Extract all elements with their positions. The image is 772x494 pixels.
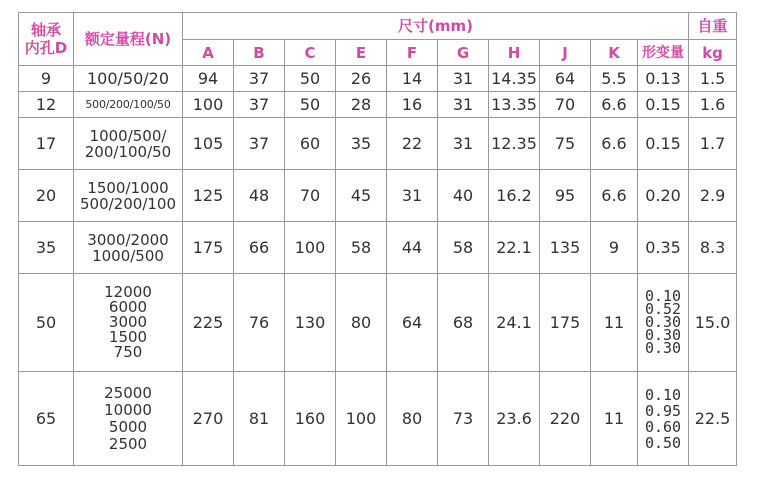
weight-cell: 1.7 <box>689 118 737 170</box>
dim-h-cell: 22.1 <box>489 222 540 274</box>
range-line: 200/100/50 <box>84 142 172 161</box>
range-line: 6000 <box>108 298 148 316</box>
range-cell <box>74 170 183 222</box>
dim-c-cell: 130 <box>285 274 336 372</box>
header-col-g: G <box>438 40 489 66</box>
weight-cell: 1.5 <box>689 66 737 92</box>
dim-g-cell: 31 <box>438 118 489 170</box>
dim-f-cell: 16 <box>387 92 438 118</box>
dim-g-cell: 31 <box>438 66 489 92</box>
header-bore-line2: 内孔D <box>24 39 68 57</box>
shape-cell: 0.15 <box>638 118 689 170</box>
dim-e-cell: 26 <box>336 66 387 92</box>
dim-e-cell: 100 <box>336 372 387 466</box>
header-col-c: C <box>285 40 336 66</box>
range-line: 1000/500/ <box>89 126 167 145</box>
range-line: 3000 <box>108 313 148 331</box>
dim-a-cell: 175 <box>183 222 234 274</box>
dim-f-cell: 44 <box>387 222 438 274</box>
dim-b-cell: 37 <box>234 66 285 92</box>
weight-cell: 15.0 <box>689 274 737 372</box>
dim-a-cell: 100 <box>183 92 234 118</box>
dim-f-cell: 22 <box>387 118 438 170</box>
shape-line: 0.10 <box>644 385 682 404</box>
dim-c-cell: 70 <box>285 170 336 222</box>
shape-cell <box>638 274 689 372</box>
dim-e-cell: 35 <box>336 118 387 170</box>
header-size-group: 尺寸(mm) <box>183 13 689 40</box>
dim-e-cell: 58 <box>336 222 387 274</box>
range-cell: 100/50/20 <box>74 66 183 92</box>
dim-h-cell: 16.2 <box>489 170 540 222</box>
header-weight-group: 自重 <box>689 13 737 40</box>
weight-cell: 2.9 <box>689 170 737 222</box>
shape-cell: 0.20 <box>638 170 689 222</box>
dim-c-cell: 100 <box>285 222 336 274</box>
dim-k-cell: 6.6 <box>591 118 638 170</box>
header-range: 额定量程(N) <box>74 13 183 66</box>
range-cell: 500/200/100/50 <box>74 92 183 118</box>
dim-a-cell: 125 <box>183 170 234 222</box>
shape-line: 0.50 <box>644 433 682 452</box>
bore-cell: 12 <box>19 92 74 118</box>
range-line: 10000 <box>104 400 152 419</box>
dim-j-cell: 75 <box>540 118 591 170</box>
bore-cell: 20 <box>19 170 74 222</box>
weight-cell: 8.3 <box>689 222 737 274</box>
dim-k-cell: 11 <box>591 372 638 466</box>
header-col-e: E <box>336 40 387 66</box>
dim-h-cell: 12.35 <box>489 118 540 170</box>
bore-cell: 35 <box>19 222 74 274</box>
dim-k-cell: 9 <box>591 222 638 274</box>
header-col-h: H <box>489 40 540 66</box>
bore-cell: 50 <box>19 274 74 372</box>
dim-h-cell: 24.1 <box>489 274 540 372</box>
dim-k-cell: 11 <box>591 274 638 372</box>
dim-a-cell: 225 <box>183 274 234 372</box>
table-row <box>19 274 737 372</box>
table-row <box>19 118 737 170</box>
dim-k-cell: 6.6 <box>591 170 638 222</box>
dim-b-cell: 81 <box>234 372 285 466</box>
dim-j-cell: 175 <box>540 274 591 372</box>
shape-cell: 0.13 <box>638 66 689 92</box>
table-row <box>19 222 737 274</box>
shape-line: 0.30 <box>644 339 682 357</box>
header-col-b: B <box>234 40 285 66</box>
dim-g-cell: 73 <box>438 372 489 466</box>
spec-table <box>18 12 737 466</box>
table-row <box>19 92 737 118</box>
range-line: 12000 <box>104 283 152 301</box>
range-line: 500/200/100 <box>80 194 176 213</box>
table-row <box>19 170 737 222</box>
dim-b-cell: 37 <box>234 118 285 170</box>
header-shape: 形变量 <box>638 40 689 66</box>
shape-line: 0.30 <box>644 313 682 331</box>
shape-line: 0.52 <box>644 300 682 318</box>
dim-g-cell: 40 <box>438 170 489 222</box>
range-line: 2500 <box>108 434 148 453</box>
weight-cell: 22.5 <box>689 372 737 466</box>
table-row <box>19 66 737 92</box>
dim-k-cell: 5.5 <box>591 66 638 92</box>
range-line: 1000/500 <box>92 246 164 265</box>
range-line: 1500/1000 <box>87 178 169 197</box>
shape-line: 0.95 <box>644 401 682 420</box>
dim-e-cell: 80 <box>336 274 387 372</box>
dim-j-cell: 95 <box>540 170 591 222</box>
range-cell <box>74 118 183 170</box>
table-row <box>19 372 737 466</box>
header-bore-line1: 轴承 <box>30 21 61 39</box>
shape-cell <box>638 372 689 466</box>
range-line: 5000 <box>108 417 148 436</box>
header-weight-unit: kg <box>689 40 737 66</box>
header-col-f: F <box>387 40 438 66</box>
dim-b-cell: 37 <box>234 92 285 118</box>
dim-a-cell: 94 <box>183 66 234 92</box>
dim-h-cell: 13.35 <box>489 92 540 118</box>
dim-f-cell: 64 <box>387 274 438 372</box>
header-col-j: J <box>540 40 591 66</box>
dim-b-cell: 76 <box>234 274 285 372</box>
dim-g-cell: 58 <box>438 222 489 274</box>
dim-b-cell: 48 <box>234 170 285 222</box>
range-cell <box>74 222 183 274</box>
shape-line: 0.30 <box>644 326 682 344</box>
dim-j-cell: 64 <box>540 66 591 92</box>
dim-c-cell: 50 <box>285 66 336 92</box>
dim-g-cell: 31 <box>438 92 489 118</box>
dim-h-cell: 14.35 <box>489 66 540 92</box>
dim-j-cell: 220 <box>540 372 591 466</box>
dim-a-cell: 105 <box>183 118 234 170</box>
dim-f-cell: 80 <box>387 372 438 466</box>
dim-f-cell: 14 <box>387 66 438 92</box>
bore-cell: 9 <box>19 66 74 92</box>
dim-k-cell: 6.6 <box>591 92 638 118</box>
dim-a-cell: 270 <box>183 372 234 466</box>
shape-cell: 0.35 <box>638 222 689 274</box>
range-line: 3000/2000 <box>87 230 169 249</box>
dim-g-cell: 68 <box>438 274 489 372</box>
dim-c-cell: 50 <box>285 92 336 118</box>
range-cell <box>74 274 183 372</box>
shape-cell: 0.15 <box>638 92 689 118</box>
bore-cell: 17 <box>19 118 74 170</box>
dim-c-cell: 60 <box>285 118 336 170</box>
range-line: 25000 <box>104 383 152 402</box>
header-bore <box>19 13 74 66</box>
shape-line: 0.10 <box>644 287 682 305</box>
dim-j-cell: 135 <box>540 222 591 274</box>
range-line: 1500 <box>108 328 148 346</box>
dim-c-cell: 160 <box>285 372 336 466</box>
range-line: 750 <box>113 343 143 361</box>
weight-cell: 1.6 <box>689 92 737 118</box>
dim-f-cell: 31 <box>387 170 438 222</box>
header-col-k: K <box>591 40 638 66</box>
dim-j-cell: 70 <box>540 92 591 118</box>
dim-h-cell: 23.6 <box>489 372 540 466</box>
bore-cell: 65 <box>19 372 74 466</box>
dim-b-cell: 66 <box>234 222 285 274</box>
dim-e-cell: 45 <box>336 170 387 222</box>
range-cell <box>74 372 183 466</box>
shape-line: 0.60 <box>644 417 682 436</box>
header-col-a: A <box>183 40 234 66</box>
dim-e-cell: 28 <box>336 92 387 118</box>
